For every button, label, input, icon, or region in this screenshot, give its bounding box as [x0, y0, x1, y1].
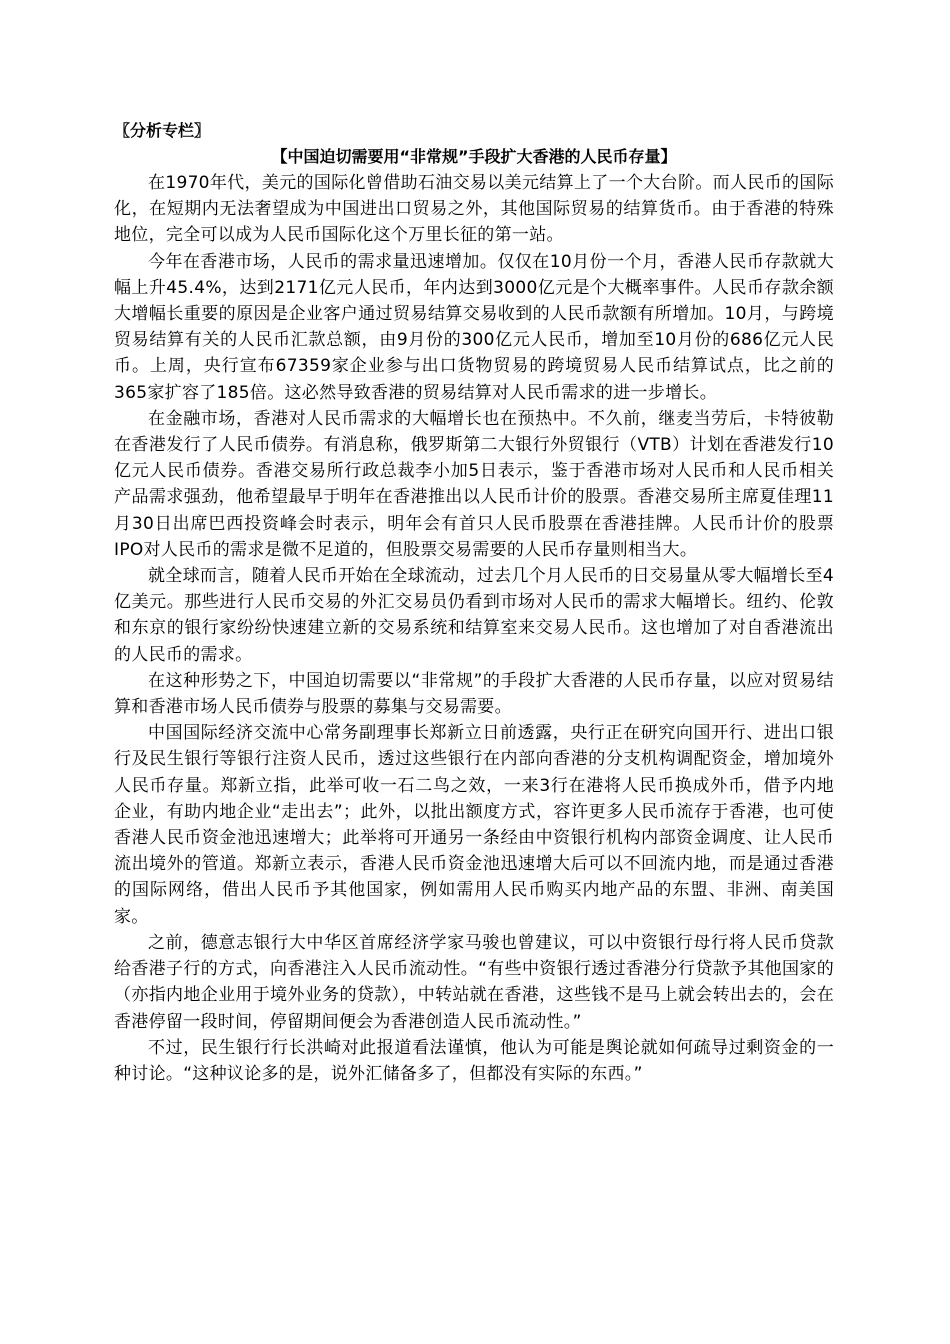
paragraph-6: 中国国际经济交流中心常务副理事长郑新立日前透露，央行正在研究向国开行、进出口银行及民生银行等银行注资人民币，透过这些银行在内部向香港的分支机构调配资金，增加境外人民币存量。郑新立指，此举可收一石二鸟之效，一来3行在港将人民币换成外币，借予内地企业，有助内地企业“走出去”；此外，以批出额度方式，容许更多人民币流存于香港，也可使香港人民币资金池迅速增大；此举将可开通另一条经由中资银行机构内部资金调度、让人民币流出境外的管道。郑新立表示，香港人民币资金池迅速增大后可以不回流内地，而是通过香港的国际网络，借出人民币予其他国家，例如需用人民币购买内地产品的东盟、非洲、南美国家。 [114, 723, 834, 927]
paragraph-1: 在1970年代，美元的国际化曾借助石油交易以美元结算上了一个大台阶。而人民币的国际化，在短期内无法奢望成为中国进出口贸易之外，其他国际贸易的结算货币。由于香港的特殊地位，完全可以成为人民币国际化这个万里长征的第一站。 [114, 173, 834, 246]
paragraph-8: 不过，民生银行行长洪崎对此报道看法谨慎，他认为可能是舆论就如何疏导过剩资金的一种讨论。“这种议论多的是，说外汇储备多了，但都没有实际的东西。” [114, 1037, 834, 1084]
paragraph-4: 就全球而言，随着人民币开始在全球流动，过去几个月人民币的日交易量从零大幅增长至4亿美元。那些进行人民币交易的外汇交易员仍看到市场对人民币的需求大幅增长。纽约、伦敦和东京的银行家纷纷快速建立新的交易系统和结算室来交易人民币。这也增加了对自香港流出的人民币的需求。 [114, 566, 834, 665]
document-page [114, 118, 834, 1087]
column-label: 〖分析专栏〗 [114, 121, 211, 140]
article-title: 【中国迫切需要用“非常规”手段扩大香港的人民币存量】 [271, 147, 677, 166]
paragraph-7: 之前，德意志银行大中华区首席经济学家马骏也曾建议，可以中资银行母行将人民币贷款给香港子行的方式，向香港注入人民币流动性。“有些中资银行透过香港分行贷款予其他国家的（亦指内地企业用于境外业务的贷款），中转站就在香港，这些钱不是马上就会转出去的，会在香港停留一段时间，停留期间便会为香港创造人民币流动性。” [114, 932, 834, 1032]
paragraph-5: 在这种形势之下，中国迫切需要以“非常规”的手段扩大香港的人民币存量，以应对贸易结算和香港市场人民币债券与股票的募集与交易需要。 [114, 670, 834, 718]
paragraph-3: 在金融市场，香港对人民币需求的大幅增长也在预热中。不久前，继麦当劳后，卡特彼勒在香港发行了人民币债券。有消息称，俄罗斯第二大银行外贸银行（VTB）计划在香港发行10亿元人民币债券。香港交易所行政总裁李小加5日表示，鉴于香港市场对人民币和人民币相关产品需求强劲，他希望最早于明年在香港推出以人民币计价的股票。香港交易所主席夏佳理11月30日出席巴西投资峰会时表示，明年会有首只人民币股票在香港挂牌。人民币计价的股票IPO对人民币的需求是微不足道的，但股票交易需要的人民币存量则相当大。 [114, 408, 834, 560]
paragraph-2: 今年在香港市场，人民币的需求量迅速增加。仅仅在10月份一个月，香港人民币存款就大幅上升45.4%，达到2171亿元人民币，年内达到3000亿元是个大概率事件。人民币存款余额大增幅长重要的原因是企业客户通过贸易结算交易收到的人民币款额有所增加。10月，与跨境贸易结算有关的人民币汇款总额，由9月份的300亿元人民币，增加至10月份的686亿元人民币。上周，央行宣布67359家企业参与出口货物贸易的跨境贸易人民币结算试点，比之前的365家扩容了185倍。这必然导致香港的贸易结算对人民币需求的进一步增长。 [114, 251, 834, 403]
